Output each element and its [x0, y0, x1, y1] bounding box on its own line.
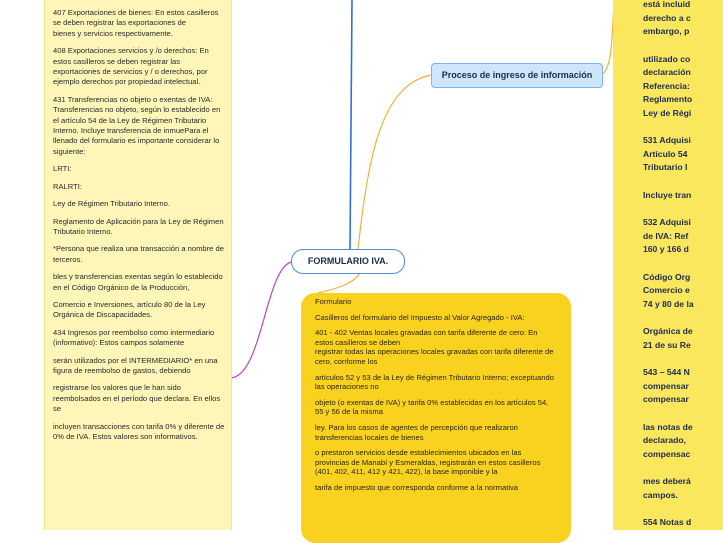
formulario-note [301, 293, 571, 543]
formulario-paragraph: o prestaron servicios desde establecimientos ubicados en las provincias de Manabí y Esmeraldas, registrarán en estos casilleros (401, 402, 411, 412 y 421, 422), la base imponible y la [315, 448, 541, 477]
left-note-paragraph: 407 Exportaciones de bienes: En estos casilleros se deben registrar las exportaciones de bienes y servicios respectivamente. [53, 8, 219, 38]
connector-central-process [358, 75, 431, 249]
right-note-paragraph: derecho a c [643, 12, 691, 23]
right-note-paragraph: Referencia: [643, 80, 690, 91]
right-note-paragraph: utilizado co [643, 53, 691, 64]
formulario-paragraph: objeto (o exentas de IVA) y tarifa 0% establecidas en los artículos 54, 55 y 56 de la misma [315, 397, 549, 417]
right-note-paragraph: las notas de [643, 421, 693, 432]
right-note-paragraph [643, 202, 723, 216]
right-note-paragraph [643, 352, 723, 366]
left-note-paragraph: serán utilizados por el INTERMEDIARIO* en una figura de reembolso de gastos, debiendo [53, 355, 218, 375]
left-note-paragraph: 431 Transferencias no objeto o exentas de IVA: Transferencias no objeto, según lo establecido en el artículo 54 de la Ley de Régimen Tributario Interno. Incluye transferencia de inmuePara el llenado del formulario es importante considerar lo siguiente: [53, 94, 221, 156]
right-note-paragraph: 21 de su Re [643, 339, 691, 350]
connector-central-left [230, 262, 291, 378]
connector-central-formulario [318, 272, 360, 293]
left-note-paragraph: Comercio e Inversiones, artículo 80 de la Ley Orgánica de Discapacidades. [53, 299, 206, 320]
right-note-paragraph: mes deberá [643, 476, 691, 486]
right-note-paragraph: Tributario I [643, 162, 688, 172]
right-note-paragraph [643, 257, 723, 271]
right-note-paragraph: Código Org [643, 271, 691, 282]
right-note-paragraph: 554 Notas d [643, 517, 692, 527]
right-note-paragraph: 532 Adquisi [643, 217, 691, 227]
left-note-paragraph: 408 Exportaciones servicios y /o derechos: En estos casilleros se deben registrar las exportaciones de servicios y / o derechos, por ejemplo derechos por propiedad intelectual. [53, 46, 209, 87]
left-note-paragraph: incluyen transacciones con tarifa 0% y diferente de 0% de IVA. Estos valores son informativos. [53, 421, 225, 441]
right-note-paragraph [643, 120, 723, 134]
left-note-paragraph: Ley de Régimen Tributario Interno. [53, 199, 170, 209]
right-note-paragraph: 531 Adquisi [643, 135, 691, 145]
left-note-paragraph: RALRTI: [53, 181, 82, 191]
right-note-paragraph [643, 39, 723, 53]
right-note-paragraph [643, 461, 723, 475]
right-note-paragraph: está incluid [643, 0, 691, 9]
right-note-paragraph: compensac [643, 448, 691, 459]
formulario-paragraph: Formulario [315, 297, 352, 306]
right-note-paragraph [643, 175, 723, 189]
right-note-paragraph: Ley de Régi [643, 107, 692, 118]
right-note-paragraph [643, 311, 723, 325]
right-note-paragraph: compensar [643, 380, 689, 391]
right-note-paragraph: 74 y 80 de la [643, 298, 694, 309]
left-note-panel [44, 0, 232, 530]
left-note-paragraph: Reglamento de Aplicación para la Ley de Régimen Tributario Interno. [53, 216, 224, 236]
formulario-paragraph: ley. Para los casos de agentes de percepción que realizaron transferencias locales de bienes [315, 422, 518, 442]
left-note-paragraph: 434 Ingresos por reembolso como intermediario (informativo): Estos campos solamente [53, 327, 215, 348]
right-note-paragraph [643, 407, 723, 421]
central-topic[interactable]: FORMULARIO IVA. [291, 249, 405, 274]
left-note-paragraph: registrarse los valores que le han sido reembolsados en el período que declara. En ellos se [53, 383, 221, 414]
left-note-paragraph: *Persona que realiza una transacción a nombre de terceros. [53, 244, 224, 264]
formulario-paragraph: tarifa de impuesto que corresponda conforme a la normativa [315, 482, 519, 492]
right-note-paragraph: 543 – 544 N [643, 367, 690, 377]
right-note-paragraph [643, 502, 723, 516]
right-note-paragraph: campos. [643, 489, 678, 500]
formulario-paragraph: Casilleros del formulario del Impuesto al Valor Agregado - IVA: [315, 312, 525, 322]
right-note-paragraph: embargo, p [643, 26, 690, 36]
right-note-paragraph: de IVA: Ref [643, 230, 689, 241]
formulario-paragraph: artículos 52 y 53 de la Ley de Régimen Tributario Interno; exceptuando las operaciones no [315, 372, 554, 392]
right-note-paragraph: Reglamento [643, 94, 693, 104]
right-note-paragraph: declarado, [643, 435, 686, 445]
connector-central-top [350, 0, 352, 249]
right-note-paragraph: 160 y 166 d [643, 244, 689, 254]
formulario-paragraph: 401 - 402 Ventas locales gravadas con tarifa diferente de cero: En estos casilleros se deben registrar todas las operaciones locales gravadas con tarifa diferente de cero, conforme los [315, 328, 554, 366]
right-note-paragraph: Orgánica de [643, 326, 693, 336]
right-note-paragraph: declaración [643, 67, 691, 77]
right-note-paragraph: Incluye tran [643, 189, 692, 200]
left-note-paragraph: LRTI: [53, 164, 72, 174]
right-note-paragraph: Artículo 54 [643, 148, 688, 159]
right-note-panel [613, 0, 723, 530]
left-note-paragraph: bles y transferencias exentas según lo establecido en el Código Orgánico de la Producción, [53, 272, 223, 292]
right-note-paragraph: compensar [643, 394, 689, 404]
right-note-paragraph: Comercio e [643, 285, 690, 295]
process-topic[interactable]: Proceso de ingreso de información [431, 63, 603, 88]
